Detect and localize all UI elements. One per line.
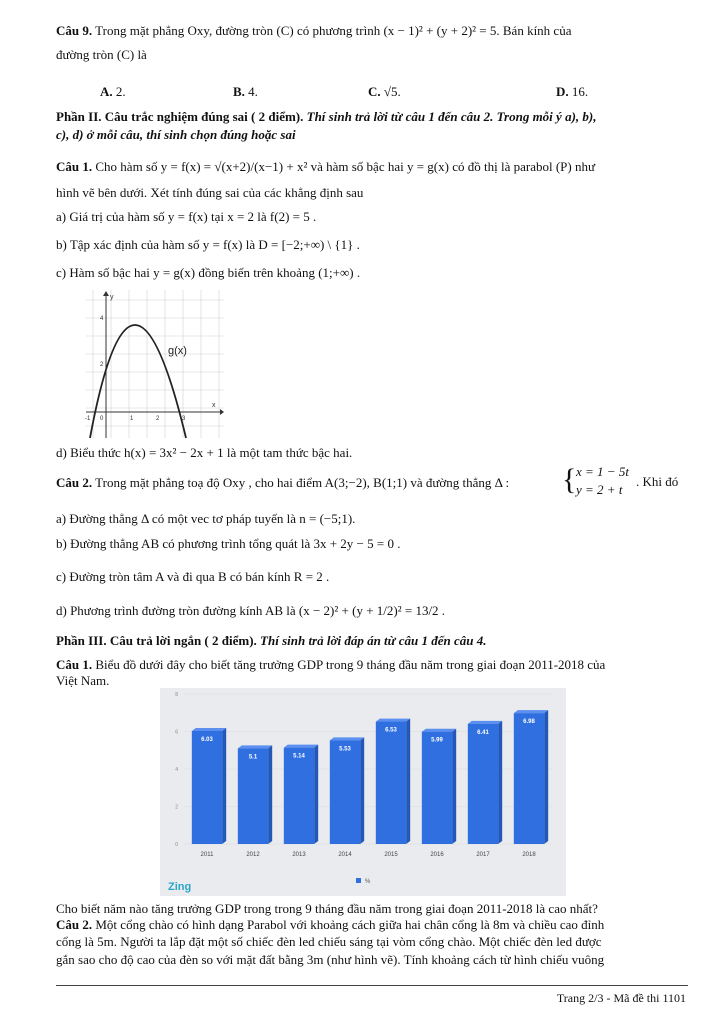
q9-option-c-value: √5.	[383, 84, 401, 99]
chart-bar-2012	[238, 748, 268, 844]
p2q1-statement-b: b) Tập xác định của hàm số y = f(x) là D = [−2;+∞) \ {1} .	[56, 237, 360, 252]
chart-x-label: 2011	[200, 852, 214, 858]
q9-option-d	[556, 84, 588, 100]
chart-brand-logo: Zing	[168, 881, 192, 893]
q9-option-b-value: 4.	[248, 84, 258, 99]
p2q1-text-1: Cho hàm số y = f(x) = √(x+2)/(x−1) + x² và hàm số bậc hai y = g(x) có đồ thị là parabol (P) như	[95, 159, 596, 174]
chart-bar-2015	[376, 722, 406, 844]
x-axis-arrow-icon	[220, 409, 224, 415]
part2-heading-2	[56, 126, 684, 143]
p3q1-line-2: Việt Nam.	[56, 673, 110, 688]
graph-x-tick-0: 0	[100, 416, 104, 422]
p3q2-label: Câu 2.	[56, 917, 93, 932]
chart-bar-side	[544, 710, 548, 844]
p3q1-text-1: Biểu đồ dưới đây cho biết tăng trưởng GDP trong 9 tháng đầu năm trong giai đoạn 2011-2018 của	[95, 657, 606, 672]
p2q2-label: Câu 2.	[56, 475, 93, 490]
chart-bar-top	[238, 745, 272, 748]
legend-label: %	[365, 879, 371, 885]
p3q1-label: Câu 1.	[56, 657, 93, 672]
part3-instruction: Thí sinh trả lời đáp án từ câu 1 đến câu 4.	[260, 633, 487, 648]
p3q2-line-3: gắn sao cho độ cao của đèn so với mặt đất bằng 3m (như hình vẽ). Tính khoảng cách từ hình chiếu vuông	[56, 952, 605, 967]
chart-bar-side	[314, 745, 318, 844]
q9-option-b-key: B.	[233, 84, 245, 99]
p2q2-text: Trong mặt phẳng toạ độ Oxy , cho hai điểm A(3;−2), B(1;1) và đường thẳng Δ :	[95, 475, 510, 490]
parabola-curve	[90, 325, 186, 438]
chart-bar-side	[268, 745, 272, 844]
page-footer: Trang 2/3 - Mã đề thi 1101	[556, 991, 686, 1005]
p2q1-text-2: hình vẽ bên dưới. Xét tính đúng sai của các khẳng định sau	[56, 185, 364, 200]
graph-y-tick-4: 4	[100, 316, 104, 322]
p2q2-system-eq-2: y = 2 + t	[576, 482, 623, 497]
chart-y-tick-label: 0	[175, 842, 178, 848]
graph-x-tick-2: 2	[156, 416, 160, 422]
p2q2-system-eq-1: x = 1 − 5t	[576, 464, 629, 479]
chart-bar-top	[514, 710, 548, 713]
q9-line-1	[56, 22, 684, 39]
chart-value-label: 6.03	[201, 736, 213, 743]
chart-bar-top	[468, 721, 502, 724]
chart-bar-top	[376, 719, 410, 722]
chart-x-label: 2016	[430, 852, 444, 858]
chart-bar-side	[222, 728, 226, 844]
footer-divider	[56, 985, 688, 986]
p2q1-label: Câu 1.	[56, 159, 93, 174]
graph-x-tick-3: 3	[182, 416, 186, 422]
graph-x-tick-neg1: -1	[85, 416, 91, 422]
chart-bar-top	[192, 728, 226, 731]
p3q1-line-1	[56, 656, 684, 673]
p2q1-statement-d: d) Biểu thức h(x) = 3x² − 2x + 1 là một tam thức bậc hai.	[56, 445, 353, 460]
chart-bar-2011	[192, 731, 222, 844]
p2q2-statement-b: b) Đường thẳng AB có phương trình tổng quát là 3x + 2y − 5 = 0 .	[56, 536, 401, 551]
part2-instruction-2: c), d) ở mỗi câu, thí sinh chọn đúng hoặc sai	[56, 127, 296, 142]
chart-bar-2013	[284, 748, 314, 844]
graph-grid	[86, 290, 224, 438]
q9-line-2	[56, 46, 684, 63]
p2q2-statement-a: a) Đường thẳng Δ có một vec tơ pháp tuyến là n = (−5;1).	[56, 511, 356, 526]
chart-value-label: 5.53	[339, 746, 351, 753]
chart-bar-side	[360, 737, 364, 844]
p3q2-text-1: Một cổng chào có hình dạng Parabol với khoảng cách giữa hai chân cổng là 8m và chiều cao đỉnh	[95, 917, 605, 932]
chart-x-label: 2012	[246, 852, 260, 858]
chart-y-tick-label: 8	[175, 692, 178, 698]
p2q2-statement-c: c) Đường tròn tâm A và đi qua B có bán kính R = 2 .	[56, 569, 330, 584]
chart-bar-2018	[514, 713, 544, 844]
chart-x-label: 2013	[292, 852, 306, 858]
q9-label: Câu 9.	[56, 23, 93, 38]
chart-x-label: 2018	[522, 852, 536, 858]
parabola-label: g(x)	[168, 345, 187, 357]
p2q2-tail: . Khi đó	[636, 474, 679, 489]
chart-value-label: 6.98	[523, 719, 535, 726]
chart-value-label: 6.41	[477, 729, 489, 736]
chart-value-label: 5.99	[431, 737, 443, 744]
q9-text-2: đường tròn (C) là	[56, 47, 147, 62]
chart-x-label: 2015	[384, 852, 398, 858]
p2q1-line-1	[56, 158, 684, 175]
p2q1-statement-a: a) Giá trị của hàm số y = f(x) tại x = 2 là f(2) = 5 .	[56, 209, 317, 224]
chart-bar-top	[330, 737, 364, 740]
chart-value-label: 5.14	[293, 753, 305, 760]
p3q2-line-2: cổng là 5m. Người ta lắp đặt một số chiếc đèn led chiếu sáng tại vòm cổng chào. Một chiếc đèn led được	[56, 934, 602, 949]
part2-title: Phần II. Câu trắc nghiệm đúng sai ( 2 điểm).	[56, 109, 304, 124]
part3-heading	[56, 632, 684, 649]
part2-instruction-1: Thí sinh trả lời từ câu 1 đến câu 2. Trong mỗi ý a), b),	[306, 109, 597, 124]
system-brace-icon: {	[562, 463, 577, 496]
q9-option-a	[100, 84, 126, 100]
graph-y-tick-2: 2	[100, 362, 104, 368]
chart-value-label: 6.53	[385, 727, 397, 734]
p2q2-system	[562, 463, 629, 499]
graph-axis-y-label: y	[110, 294, 114, 301]
q9-option-b	[233, 84, 258, 100]
part3-title: Phần III. Câu trả lời ngắn ( 2 điểm).	[56, 633, 257, 648]
p3q2-line-1	[56, 916, 684, 933]
parabola-graph	[86, 290, 224, 438]
chart-bar-2016	[422, 732, 452, 844]
q9-option-d-value: 16.	[571, 84, 589, 99]
chart-bar-side	[452, 729, 456, 844]
chart-bar-side	[498, 721, 502, 844]
chart-y-tick-label: 6	[175, 729, 178, 736]
legend-swatch	[356, 878, 361, 883]
gdp-bar-chart	[160, 688, 566, 896]
chart-x-label: 2014	[338, 852, 352, 858]
p3q1-question: Cho biết năm nào tăng trưởng GDP trong trong 9 tháng đầu năm trong giai đoạn 2011-2018 là cao nhất?	[56, 901, 598, 916]
p2q1-statement-c: c) Hàm số bậc hai y = g(x) đồng biến trên khoảng (1;+∞) .	[56, 265, 361, 280]
q9-option-c-key: C.	[368, 84, 381, 99]
chart-bar-2014	[330, 740, 360, 844]
chart-bar-side	[406, 719, 410, 844]
p2q2-statement-d: d) Phương trình đường tròn đường kính AB là (x − 2)² + (y + 1/2)² = 13/2 .	[56, 603, 446, 618]
chart-bar-2017	[468, 724, 498, 844]
chart-value-label: 5.1	[248, 754, 258, 761]
chart-bar-top	[284, 745, 318, 748]
q9-option-a-value: 2.	[115, 84, 126, 99]
chart-y-tick-label: 2	[175, 804, 178, 811]
q9-text-1: Trong mặt phẳng Oxy, đường tròn (C) có phương trình (x − 1)² + (y + 2)² = 5. Bán kính của	[95, 23, 572, 38]
chart-bar-top	[422, 729, 456, 732]
graph-x-tick-1: 1	[130, 416, 134, 422]
q9-option-c	[368, 84, 401, 100]
part2-heading	[56, 108, 684, 125]
q9-option-d-key: D.	[556, 84, 569, 99]
p2q1-line-2	[56, 184, 684, 201]
chart-y-tick-label: 4	[175, 767, 178, 773]
q9-option-a-key: A.	[100, 84, 113, 99]
graph-axis-x-label: x	[212, 402, 216, 409]
chart-x-label: 2017	[476, 852, 490, 858]
y-axis-arrow-icon	[103, 291, 109, 296]
